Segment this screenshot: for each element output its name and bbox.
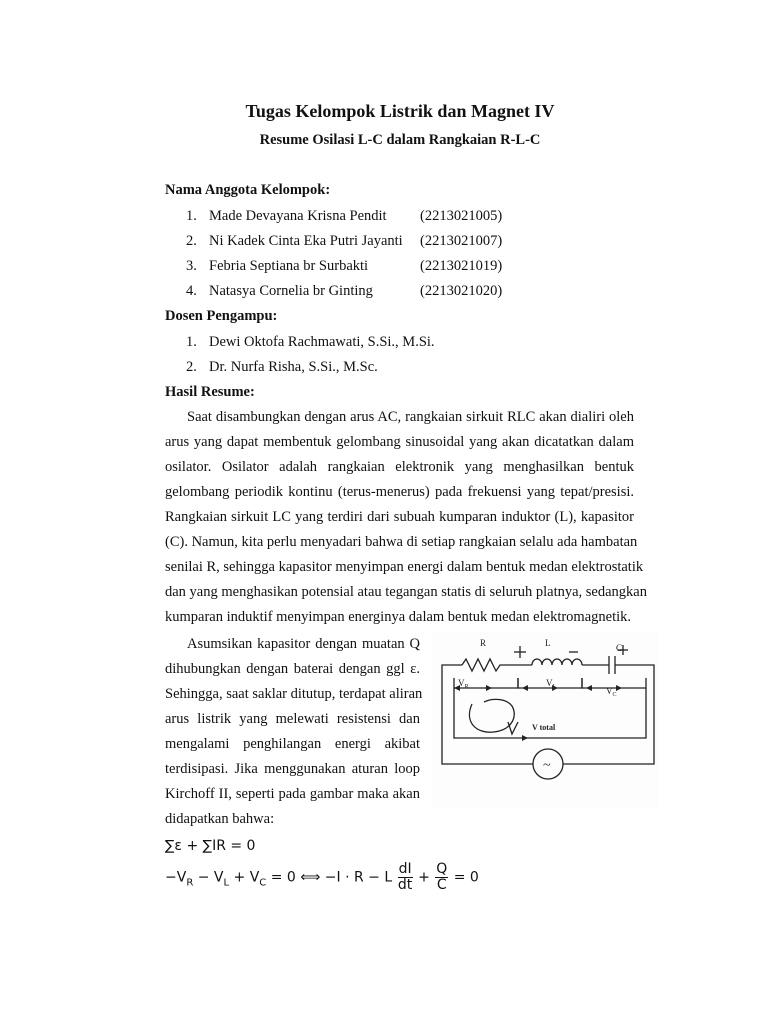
vtotal-label: V total [532,723,556,732]
member-number: 1. [186,208,197,224]
vl-label: $V_L$ [546,678,557,690]
paragraph-line: Saat disambungkan dengan arus AC, rangkaian sirkuit RLC akan dialiri oleh [187,409,634,425]
inductor-label: L [545,638,551,648]
member-name: Made Devayana Krisna Pendit [209,208,387,224]
document-subtitle: Resume Osilasi L-C dalam Rangkaian R-L-C [259,132,541,148]
ac-source-icon: ~ [543,758,551,773]
paragraph-line: terdisipasi. Jika menggunakan aturan loop [165,761,420,777]
fraction-q-c: $\frac{Q}{C}$ [436,861,448,893]
member-number: 3. [186,258,197,274]
paragraph-line: didapatkan bahwa: [165,811,275,827]
lecturer-name: Dr. Nurfa Risha, S.Si., M.Sc. [209,359,378,375]
equation-kirchhoff-sum: ∑ε + ∑IR = 0 [165,838,256,854]
paragraph-line: arus yang dapat membentuk gelombang sinusoidal yang akan dicatatkan dalam [165,434,634,450]
equation-rlc: $-V_R - V_L + V_C = 0$ ⟺ −I · R − L $\frac{dI}{dt}$ + $\frac{Q}{C}$ = 0 [165,861,479,893]
capacitor-label: C [616,643,623,653]
vr-label: $V_R$ [458,678,469,690]
member-name: Febria Septiana br Surbakti [209,258,369,274]
lecturers-heading: Dosen Pengampu: [165,308,278,324]
member-nim: (2213021019) [420,258,503,274]
resistor-label: R [480,638,487,648]
paragraph-line: mengalami penghilangan energi akibat [165,736,420,752]
paragraph-line: Asumsikan kapasitor dengan muatan Q [187,636,420,652]
paragraph-line: (C). Namun, kita perlu menyadari bahwa di setiap rangkaian selalu ada hambatan [165,534,638,550]
paragraph-line: Kirchoff II, seperti pada gambar maka akan [165,786,420,802]
lecturer-number: 1. [186,334,197,350]
lecturer-number: 2. [186,359,197,375]
document-title: Tugas Kelompok Listrik dan Magnet IV [245,101,555,121]
member-name: Ni Kadek Cinta Eka Putri Jayanti [209,233,403,249]
paragraph-line: dan yang menghasikan potensial atau tegangan statis di seluruh platnya, sedangkan [165,584,647,600]
members-heading: Nama Anggota Kelompok: [165,182,331,198]
fraction-di-dt: $\frac{dI}{dt}$ [397,861,413,893]
paragraph-line: Rangkaian sirkuit LC yang terdiri dari subuah kumparan induktor (L), kapasitor [165,509,634,525]
paragraph-line: arus listrik yang melewati resistensi dan [165,711,420,727]
paragraph-line: osilator. Osilator adalah rangkaian elektronik yang menghasilkan bentuk [165,459,634,475]
lecturer-name: Dewi Oktofa Rachmawati, S.Si., M.Si. [209,334,435,350]
paragraph-line: Sehingga, saat saklar ditutup, terdapat aliran [165,686,423,702]
member-number: 2. [186,233,197,249]
member-number: 4. [186,283,197,299]
rlc-circuit-diagram [432,632,658,807]
paragraph-line: kumparan induktif menyimpan energinya dalam bentuk medan elektromagnetik. [165,609,632,625]
paragraph-line: senilai R, sehingga kapasitor menyimpan energi dalam bentuk medan elektrostatik [165,559,644,575]
member-nim: (2213021005) [420,208,503,224]
paragraph-line: gelombang periodik kontinu (terus-menerus) pada frekuensi yang tepat/presisi. [165,484,634,500]
paragraph-line: dihubungkan dengan baterai dengan ggl ε. [165,661,420,677]
member-nim: (2213021007) [420,233,503,249]
result-heading: Hasil Resume: [165,384,255,400]
member-nim: (2213021020) [420,283,503,299]
vc-label: $V_C$ [606,686,617,698]
member-name: Natasya Cornelia br Ginting [209,283,373,299]
